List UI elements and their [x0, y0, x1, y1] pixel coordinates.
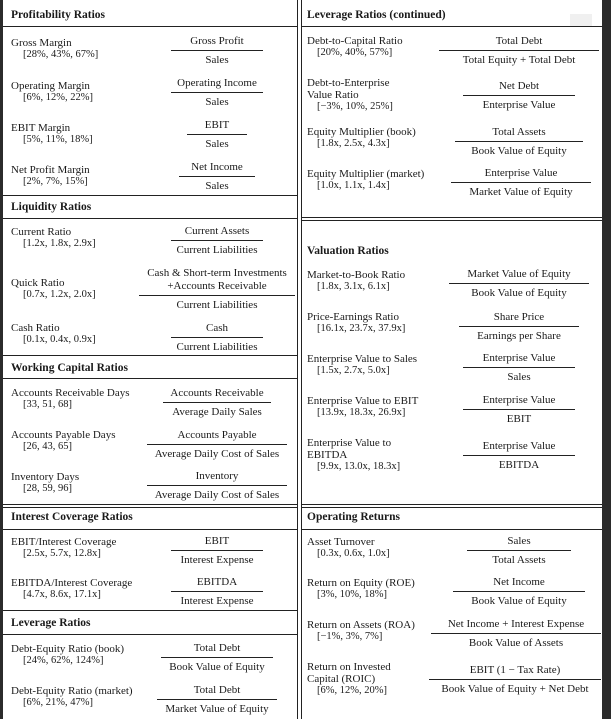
ratio-name-debt-to-ev-line-2: Value Ratio [307, 89, 359, 101]
formula-ebit-margin [187, 119, 247, 151]
formula-ar-days [163, 387, 271, 419]
ratio-range-asset-turnover: [0.3x, 0.6x, 1.0x] [317, 548, 390, 559]
denominator: Sales [507, 371, 531, 383]
denominator: EBIT [506, 413, 532, 425]
denominator: EBITDA [498, 459, 540, 471]
denominator: Sales [205, 138, 229, 150]
ratio-name-eq-mult-book: Equity Multiplier (book) [307, 126, 416, 138]
ratio-range-inventory-days: [28, 59, 96] [23, 483, 72, 494]
ratio-name-net-profit-margin: Net Profit Margin [11, 164, 90, 176]
section-header-leverage: Leverage Ratios [11, 617, 91, 629]
ratio-range-pe: [16.1x, 23.7x, 37.9x] [317, 323, 406, 334]
formula-pe [459, 311, 579, 343]
denominator: Book Value of Equity [471, 595, 567, 607]
denominator: Average Daily Sales [172, 406, 262, 418]
formula-cash-ratio [171, 322, 263, 354]
ratio-name-ebit-margin: EBIT Margin [11, 122, 71, 134]
formula-roe [453, 576, 585, 608]
formula-debt-to-capital [439, 35, 599, 67]
numerator: Current Assets [184, 225, 250, 237]
formula-ev-sales [463, 352, 575, 384]
ratio-range-mtb: [1.8x, 3.1x, 6.1x] [317, 281, 390, 292]
ratio-name-roic-line-2: Capital (ROIC) [307, 673, 376, 685]
denominator: Current Liabilities [176, 299, 258, 311]
faded-mark [570, 14, 592, 26]
section-header-valuation: Valuation Ratios [307, 245, 389, 257]
ratio-name-inventory-days: Inventory Days [11, 471, 80, 483]
rule [302, 529, 602, 530]
denominator: Market Value of Equity [165, 703, 269, 715]
formula-debt-to-ev [463, 80, 575, 112]
formula-current-ratio [171, 225, 263, 257]
numerator: Share Price [493, 311, 545, 323]
denominator: Earnings per Share [477, 330, 561, 342]
denominator: Sales [205, 180, 229, 192]
ratio-name-roic-line-1: Return on Invested [307, 661, 391, 673]
ratio-range-net-profit-margin: [2%, 7%, 15%] [23, 176, 88, 187]
denominator: Enterprise Value [482, 99, 556, 111]
formula-roa [431, 618, 601, 650]
ratio-range-gross-margin: [28%, 43%, 67%] [23, 49, 99, 60]
denominator: Interest Expense [180, 595, 254, 607]
formula-quick-ratio [139, 267, 295, 312]
rule [302, 504, 602, 508]
rule [3, 529, 297, 530]
ratio-name-current-ratio: Current Ratio [11, 226, 72, 238]
denominator: Average Daily Cost of Sales [154, 448, 280, 460]
rule [3, 634, 297, 635]
ratio-name-de-market: Debt-Equity Ratio (market) [11, 685, 133, 697]
numerator: Net Debt [498, 80, 539, 92]
formula-ap-days [147, 429, 287, 461]
section-header-profitability: Profitability Ratios [11, 9, 106, 21]
denominator: Average Daily Cost of Sales [154, 489, 280, 501]
numerator: Inventory [195, 470, 239, 482]
ratio-range-eq-mult-market: [1.0x, 1.1x, 1.4x] [317, 180, 390, 191]
ratio-range-de-market: [6%, 21%, 47%] [23, 697, 93, 708]
denominator: Sales [205, 54, 229, 66]
formula-operating-margin [171, 77, 263, 109]
ratio-name-ebit-coverage: EBIT/Interest Coverage [11, 536, 117, 548]
numerator: Total Debt [193, 684, 241, 696]
numerator: EBIT [204, 119, 230, 131]
rule [302, 217, 602, 221]
ratio-range-cash-ratio: [0.1x, 0.4x, 0.9x] [23, 334, 96, 345]
ratio-range-debt-to-capital: [20%, 40%, 57%] [317, 47, 393, 58]
numerator: Cash [206, 322, 228, 334]
rule [3, 504, 297, 508]
numerator-line-2: +Accounts Receivable [167, 280, 267, 292]
formula-ev-ebit [463, 394, 575, 426]
ratio-range-ebit-margin: [5%, 11%, 18%] [23, 134, 93, 145]
ratio-name-gross-margin: Gross Margin [11, 37, 72, 49]
numerator-line-1: Cash & Short-term Investments [147, 267, 287, 279]
formula-inventory-days [147, 470, 287, 502]
numerator: EBIT (1 − Tax Rate) [469, 664, 561, 676]
ratio-range-current-ratio: [1.2x, 1.8x, 2.9x] [23, 238, 96, 249]
ratio-range-ebitda-coverage: [4.7x, 8.6x, 17.1x] [23, 589, 101, 600]
numerator: Enterprise Value [482, 352, 556, 364]
ratio-name-debt-to-ev-line-1: Debt-to-Enterprise [307, 77, 390, 89]
ratio-range-eq-mult-book: [1.8x, 2.5x, 4.3x] [317, 138, 390, 149]
numerator: Market Value of Equity [467, 268, 571, 280]
numerator: Enterprise Value [484, 167, 558, 179]
formula-ebitda-coverage [171, 576, 263, 608]
rule [3, 218, 297, 219]
ratio-range-quick-ratio: [0.7x, 1.2x, 2.0x] [23, 289, 96, 300]
ratio-name-asset-turnover: Asset Turnover [307, 536, 375, 548]
ratio-range-ev-ebit: [13.9x, 18.3x, 26.9x] [317, 407, 406, 418]
formula-roic [429, 664, 601, 696]
section-header-liquidity: Liquidity Ratios [11, 201, 92, 213]
ratio-range-operating-margin: [6%, 12%, 22%] [23, 92, 93, 103]
formula-ev-ebitda [463, 440, 575, 472]
ratio-range-ebit-coverage: [2.5x, 5.7x, 12.8x] [23, 548, 101, 559]
denominator: Current Liabilities [176, 244, 258, 256]
formula-net-profit-margin [179, 161, 255, 193]
denominator: Book Value of Assets [468, 637, 564, 649]
ratio-name-ev-ebitda-line-1: Enterprise Value to [307, 437, 392, 449]
ratio-name-ar-days: Accounts Receivable Days [11, 387, 130, 399]
rule [302, 26, 602, 27]
denominator: Book Value of Equity [471, 287, 567, 299]
numerator: Net Income [493, 576, 545, 588]
ratio-name-de-book: Debt-Equity Ratio (book) [11, 643, 125, 655]
numerator: Accounts Payable [177, 429, 257, 441]
ratio-name-operating-margin: Operating Margin [11, 80, 90, 92]
rule [3, 26, 297, 27]
denominator: Interest Expense [180, 554, 254, 566]
ratio-name-cash-ratio: Cash Ratio [11, 322, 60, 334]
ratio-table [3, 0, 602, 719]
section-header-working-capital: Working Capital Ratios [11, 362, 128, 374]
numerator: Gross Profit [190, 35, 244, 47]
ratio-name-pe: Price-Earnings Ratio [307, 311, 399, 323]
ratio-name-ev-ebitda-line-2: EBITDA [307, 449, 348, 461]
ratio-range-roa: [−1%, 3%, 7%] [317, 631, 383, 642]
ratio-range-debt-to-ev: [−3%, 10%, 25%] [317, 101, 393, 112]
numerator: Total Debt [193, 642, 241, 654]
ratio-name-debt-to-capital: Debt-to-Capital Ratio [307, 35, 403, 47]
formula-de-market [157, 684, 277, 716]
denominator: Book Value of Equity [471, 145, 567, 157]
denominator: Total Assets [492, 554, 546, 566]
numerator: Total Assets [492, 126, 546, 138]
rule [3, 378, 297, 379]
ratio-name-mtb: Market-to-Book Ratio [307, 269, 406, 281]
ratio-name-ev-ebit: Enterprise Value to EBIT [307, 395, 419, 407]
denominator: Sales [205, 96, 229, 108]
denominator: Total Equity + Total Debt [462, 54, 576, 66]
ratio-range-ar-days: [33, 51, 68] [23, 399, 72, 410]
numerator: Sales [507, 535, 531, 547]
section-header-operating-returns: Operating Returns [307, 511, 400, 523]
formula-de-book [161, 642, 273, 674]
ratio-name-ev-sales: Enterprise Value to Sales [307, 353, 418, 365]
section-header-interest-coverage: Interest Coverage Ratios [11, 511, 133, 523]
denominator: Market Value of Equity [469, 186, 573, 198]
ratio-range-de-book: [24%, 62%, 124%] [23, 655, 104, 666]
ratio-range-ev-sales: [1.5x, 2.7x, 5.0x] [317, 365, 390, 376]
formula-ebit-coverage [171, 535, 263, 567]
numerator: Net Income + Interest Expense [447, 618, 585, 630]
rule [3, 355, 297, 356]
formula-gross-margin [171, 35, 263, 67]
numerator: Total Debt [495, 35, 543, 47]
numerator: Enterprise Value [482, 394, 556, 406]
formula-asset-turnover [467, 535, 571, 567]
numerator: EBITDA [196, 576, 238, 588]
formula-eq-mult-book [455, 126, 583, 158]
formula-eq-mult-market [451, 167, 591, 199]
numerator: Enterprise Value [482, 440, 556, 452]
ratio-name-roa: Return on Assets (ROA) [307, 619, 415, 631]
rule [3, 610, 297, 611]
numerator: EBIT [204, 535, 230, 547]
ratio-range-ap-days: [26, 43, 65] [23, 441, 72, 452]
ratio-name-eq-mult-market: Equity Multiplier (market) [307, 168, 425, 180]
ratio-range-roe: [3%, 10%, 18%] [317, 589, 387, 600]
denominator: Book Value of Equity [169, 661, 265, 673]
numerator: Accounts Receivable [170, 387, 264, 399]
ratio-range-roic: [6%, 12%, 20%] [317, 685, 387, 696]
ratio-name-roe: Return on Equity (ROE) [307, 577, 415, 589]
ratio-name-ap-days: Accounts Payable Days [11, 429, 116, 441]
column-divider [297, 0, 302, 719]
numerator: Net Income [191, 161, 243, 173]
denominator: Current Liabilities [176, 341, 258, 353]
denominator: Book Value of Equity + Net Debt [441, 683, 589, 695]
ratio-range-ev-ebitda: [9.9x, 13.0x, 18.3x] [317, 461, 401, 472]
rule [3, 195, 297, 196]
ratio-name-quick-ratio: Quick Ratio [11, 277, 65, 289]
formula-mtb [449, 268, 589, 300]
ratio-name-ebitda-coverage: EBITDA/Interest Coverage [11, 577, 133, 589]
section-header-leverage-continued: Leverage Ratios (continued) [307, 9, 446, 21]
numerator: Operating Income [177, 77, 257, 89]
